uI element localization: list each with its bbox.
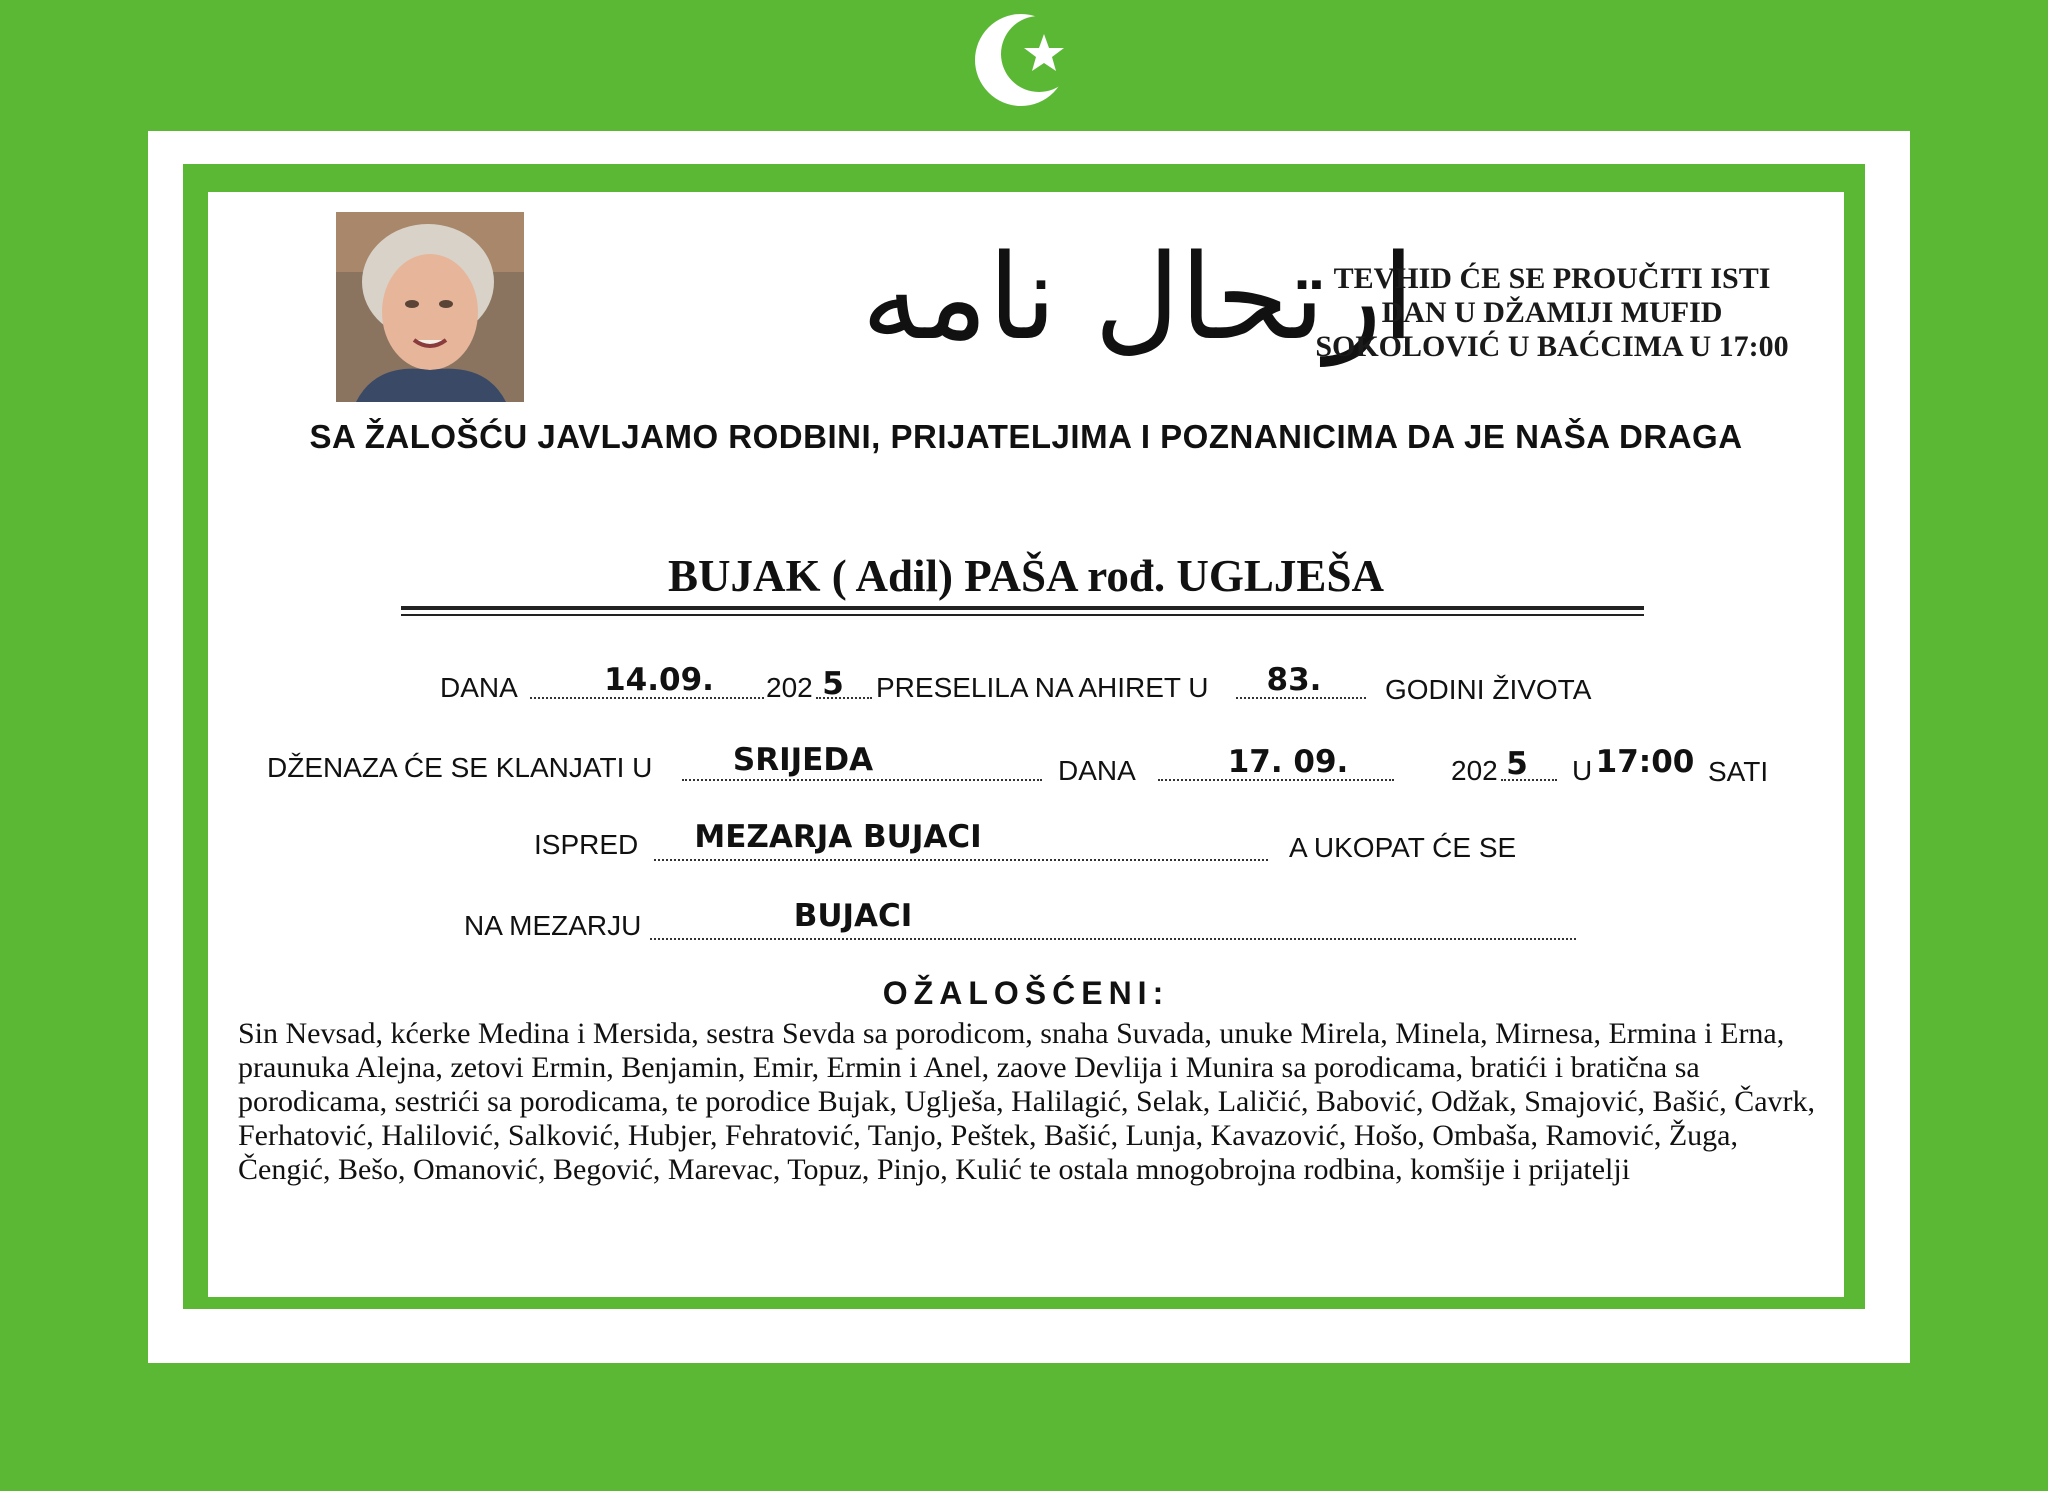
year-prefix: 202	[766, 672, 813, 703]
dzenaza-label: DŽENAZA ĆE SE KLANJATI U	[267, 752, 653, 783]
godini-zivota-label: GODINI ŽIVOTA	[1385, 674, 1592, 705]
tevhid-line-1: TEVHID ĆE SE PROUČITI ISTI	[1333, 262, 1771, 295]
cemetery-line	[650, 938, 1576, 940]
date-of-death: 14.09.	[604, 662, 714, 698]
announcement-text: SA ŽALOŠĆU JAVLJAMO RODBINI, PRIJATELJIMA I POZNANICIMA DA JE NAŠA DRAGA	[309, 418, 1743, 455]
location: MEZARJA BUJACI	[694, 819, 982, 855]
day-name-line	[682, 779, 1042, 781]
cemetery: BUJACI	[793, 898, 913, 934]
age: 83.	[1266, 662, 1322, 698]
arabic-title: ارتحال نامه	[861, 228, 1415, 366]
sati-label: SATI	[1708, 756, 1769, 787]
dana-label: DANA	[440, 672, 518, 703]
deceased-photo	[336, 212, 524, 402]
tevhid-notice	[1262, 262, 1842, 364]
ukopat-label: A UKOPAT ĆE SE	[1289, 832, 1517, 863]
name-underline	[401, 606, 1644, 610]
crescent-star-icon	[971, 8, 1081, 112]
obituary-card	[208, 192, 1844, 1297]
location-line	[654, 859, 1268, 861]
day-name: SRIJEDA	[732, 742, 874, 778]
dana-label-2: DANA	[1058, 755, 1136, 786]
ispred-label: ISPRED	[534, 829, 639, 860]
tevhid-line-3: SOKOLOVIĆ U BAĆCIMA U 17:00	[1315, 330, 1789, 363]
tevhid-line-2: DAN U DŽAMIJI MUFID	[1381, 296, 1723, 329]
funeral-date: 17. 09.	[1227, 744, 1349, 780]
na-mezarju-label: NA MEZARJU	[464, 910, 642, 941]
year-digit: 5	[822, 666, 844, 702]
year-prefix-2: 202	[1451, 755, 1498, 786]
mourners-list: Sin Nevsad, kćerke Medina i Mersida, sestra Sevda sa porodicom, snaha Suvada, unuke Mirela, Minela, Mirnesa, Ermina i Erna, praunuka Alejna, zetovi Ermin, Benjamin, Emir, Ermin i Anel, zaove Devlija i Munira sa porodicama, bratići i bratična sa porodicama, sestrići sa porodicama, te porodice Bujak, Uglješa, Halilagić, Selak, Laličić, Babović, Odžak, Smajović, Bašić, Čavrk, Ferhatović, Halilović, Salković, Hubjer, Fehratović, Tanjo, Peštek, Bašić, Lunja, Kavazović, Hošo, Ombaša, Ramović, Žuga, Čengić, Bešo, Omanović, Begović, Marevac, Topuz, Pinjo, Kulić te ostala mnogobrojna rodbina, komšije i prijatelji	[238, 1017, 1816, 1186]
funeral-time: 17:00	[1595, 744, 1695, 780]
deceased-name: BUJAK ( Adil) PAŠA rođ. UGLJEŠA	[668, 551, 1384, 601]
name-underline-thin	[401, 614, 1644, 616]
preselila-label: PRESELILA NA AHIRET U	[876, 672, 1209, 703]
u-label: U	[1572, 755, 1593, 786]
mourners-heading: OŽALOŠĆENI:	[882, 975, 1170, 1011]
year-digit-2: 5	[1506, 746, 1528, 782]
